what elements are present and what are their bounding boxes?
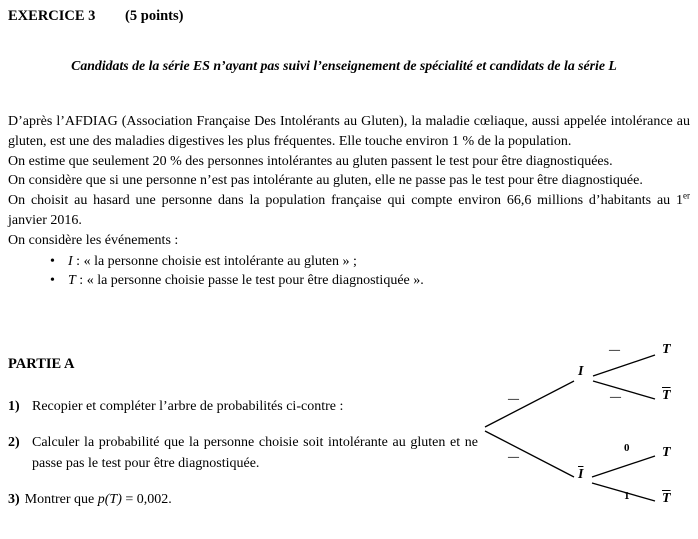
probability-value-ibar-t: 0 bbox=[624, 442, 630, 454]
question-1-number: 1) bbox=[8, 399, 20, 414]
exercise-label: EXERCICE 3 bbox=[8, 8, 96, 24]
event-definition-T: « la personne choisie passe le test pour être diagnostiquée ». bbox=[86, 273, 424, 289]
bullet-marker: • bbox=[50, 253, 55, 269]
intro-text bbox=[8, 112, 690, 291]
node-I: I bbox=[578, 364, 584, 379]
paragraph-afdiag: D’après l’AFDIAG (Association Française Des Intolérants au Gluten), la maladie cœliaque, aussi appelée intolérance au gluten, est une des maladies digestives les plus fréquentes. Elle touche environ 1 % de la population. bbox=[8, 114, 690, 149]
events-list bbox=[8, 252, 690, 291]
branch-root-to-ibar bbox=[485, 431, 574, 477]
probability-placeholder-i-t: — bbox=[609, 344, 620, 356]
question-1-text: Recopier et compléter l’arbre de probabilités ci-contre : bbox=[32, 399, 344, 414]
question-3-number: 3) bbox=[8, 492, 20, 507]
event-variable-T: T bbox=[68, 273, 76, 289]
bullet-marker: • bbox=[50, 273, 55, 289]
event-item-T bbox=[8, 271, 690, 291]
probability-value-ibar-tbar: 1 bbox=[624, 490, 630, 502]
candidates-subtitle: Candidats de la série ES n’ayant pas suivi l’enseignement de spécialité et candidats de la série L bbox=[71, 58, 617, 73]
population-text-end: janvier 2016. bbox=[8, 212, 82, 228]
node-T-bar-bottom: $\overline{T}$ bbox=[662, 491, 671, 506]
node-T-top: T bbox=[662, 342, 671, 357]
branch-ibar-to-t bbox=[592, 456, 655, 477]
question-3 bbox=[8, 489, 478, 510]
paragraph-events-intro: On considère les événements : bbox=[8, 232, 179, 248]
paragraph-population bbox=[8, 191, 690, 231]
event-variable-I: I bbox=[68, 253, 73, 269]
event-separator: : bbox=[72, 253, 84, 269]
node-T-bottom: T bbox=[662, 445, 671, 460]
partie-a-heading: PARTIE A bbox=[8, 356, 75, 372]
probability-expression: p(T) bbox=[97, 492, 122, 507]
node-T-bar-top: $\overline{T}$ bbox=[662, 388, 671, 403]
paragraph-no-test: On considère que si une personne n’est pas intolérante au gluten, elle ne passe pas le test pour être diagnostiquée. bbox=[8, 173, 643, 189]
question-1 bbox=[8, 396, 478, 417]
question-2-text: Calculer la probabilité que la personne choisie soit intolérante au gluten et ne passe pas le test pour être diagnostiquée. bbox=[32, 435, 478, 471]
question-3-text: Montrer que bbox=[24, 492, 98, 507]
points-label: (5 points) bbox=[125, 8, 184, 24]
event-item-I bbox=[8, 252, 690, 272]
branch-i-to-t bbox=[593, 355, 655, 376]
question-2 bbox=[8, 432, 478, 474]
probability-placeholder-root-i: — bbox=[508, 393, 519, 405]
question-2-number: 2) bbox=[8, 435, 20, 450]
ordinal-superscript: er bbox=[683, 190, 690, 201]
probability-tree bbox=[478, 338, 698, 530]
node-I-bar: $\overline{I}$ bbox=[578, 467, 584, 482]
question-3-text-end: = 0,002. bbox=[121, 492, 172, 507]
branch-root-to-i bbox=[485, 381, 574, 427]
event-separator: : bbox=[75, 273, 87, 289]
paragraph-test-rate: On estime que seulement 20 % des personnes intolérantes au gluten passent le test pour être diagnostiquées. bbox=[8, 153, 613, 169]
population-text: On choisit au hasard une personne dans la population française qui compte environ 66,6 millions d’habitants au 1 bbox=[8, 193, 683, 209]
branch-i-to-tbar bbox=[593, 381, 655, 399]
event-definition-I: « la personne choisie est intolérante au gluten » ; bbox=[83, 253, 357, 269]
probability-placeholder-root-ibar: — bbox=[508, 451, 519, 463]
exercise-title bbox=[8, 8, 183, 25]
probability-placeholder-i-tbar: — bbox=[610, 391, 621, 403]
